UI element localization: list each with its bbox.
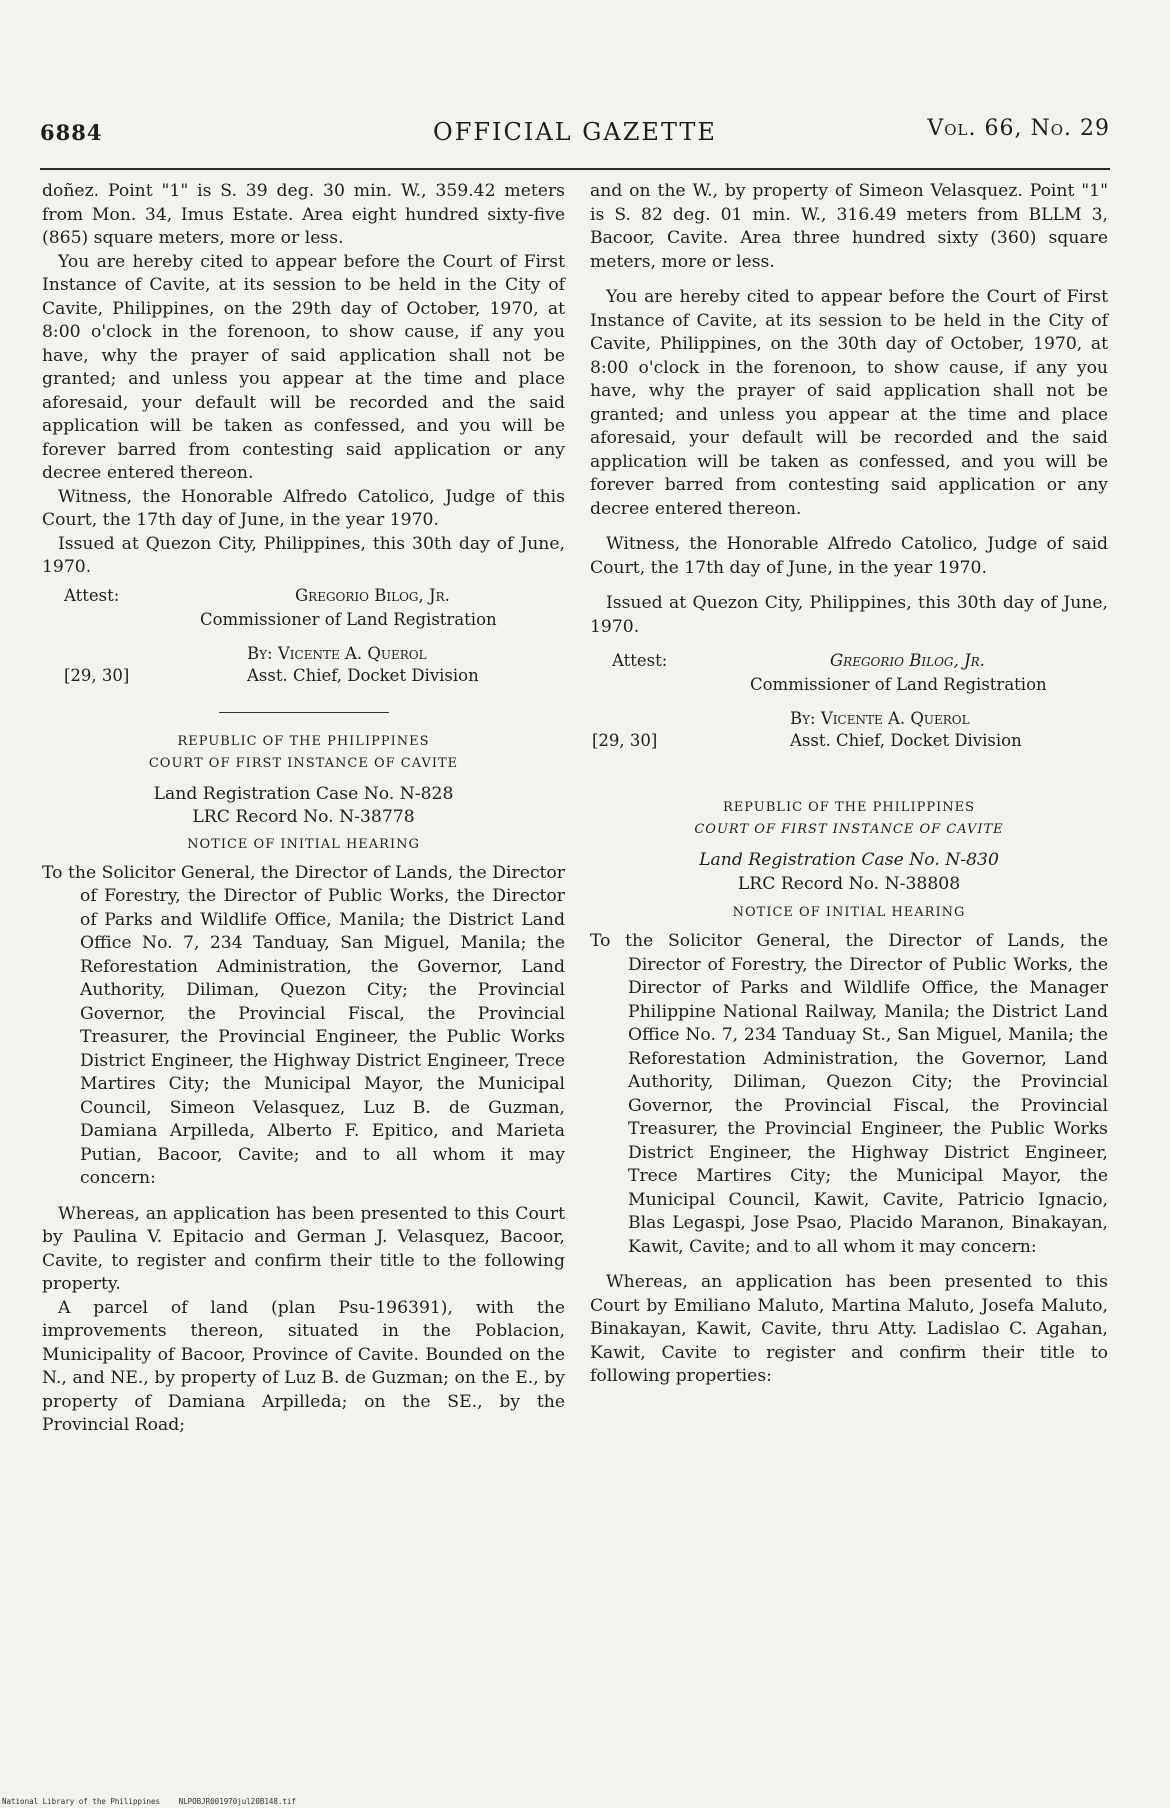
paragraph: Whereas, an application has been presented to this Court by Paulina V. Epitacio and German J. Velasquez, Bacoor, Cavite, to register and confirm their title to the following property. [42,1203,565,1294]
paragraph: You are hereby cited to appear before the Court of First Instance of Cavite, at its session to be held in the City of Cavite, Philippines, on the 29th day of October, 1970, at 8:00 o'clock in the forenoon, to show cause, if any you have, why the prayer of said application shall not be granted; and unless you appear at the time and place aforesaid, your default will be recorded and the said application will be taken as confessed, and you will be forever barred from contesting said application or any decree entered thereon. [42,251,565,483]
addressees: To the Solicitor General, the Director of Lands, the Director of Forestry, the Director of Public Works, the Director of Parks and Wildlife Office, the Manager Philippine National Railway, Manila; the District Land Office No. 7, 234 Tanduay St., San Miguel, Manila; the Reforestation Administration, the Governor, Land Authority, Diliman, Quezon City; the Provincial Governor, the Provincial Fiscal, the Provincial Treasurer, the Provincial Engineer, the Public Works District Engineer, the Highway District Engineer, Trece Martires City; the Municipal Mayor, the Municipal Council, Kawit, Cavite, Patricio Ignacio, Blas Legaspi, Jose Psao, Placido Maranon, Binakayan, Kawit, Cavite; and to all whom it may concern: [590,931,1108,1257]
notice-heading: NOTICE OF INITIAL HEARING [732,905,966,920]
record-number: LRC Record No. N-38778 [192,807,415,827]
republic-heading: REPUBLIC OF THE PHILIPPINES [723,800,975,815]
header-rule [40,168,1110,170]
page-number: 6884 [40,120,103,145]
by-title: Asst. Chief, Docket Division [790,731,1022,750]
notice-heading: NOTICE OF INITIAL HEARING [187,836,420,852]
signature-block [590,649,1108,673]
issue-ref: [29, 30] [592,731,658,750]
by-name: By: Vicente A. Querol [790,709,970,728]
paragraph: A parcel of land (plan Psu-196391), with the improvements thereon, situated in the Poblacion, Municipality of Bacoor, Province of Cavite. Bounded on the N., and NE., by property of Luz B. de Guzman; on the E., by property of Damiana Arpilleda; on the SE., by the Provincial Road; [42,1297,565,1435]
library-credit: National Library of the Philippines [2,1797,161,1806]
addressees: To the Solicitor General, the Director of Lands, the Director of Forestry, the Director of Public Works, the Director of Parks and Wildlife Office, Manila; the District Land Office No. 7, 234 Tanduay, San Miguel, Manila; the Reforestation Administration, the Governor, Land Authority, Diliman, Quezon City; the Provincial Governor, the Provincial Fiscal, the Provincial Treasurer, the Provincial Engineer, the Public Works District Engineer, the Highway District Engineer, Trece Martires City; the Municipal Mayor, the Municipal Council, Simeon Velasquez, Luz B. de Guzman, Damiana Arpilleda, Alberto F. Epitico, and Marieta Putian, Bacoor, Cavite; and to all whom it may concern: [42,862,565,1188]
by-row [590,707,1108,729]
paragraph: Issued at Quezon City, Philippines, this 30th day of June, 1970. [590,593,1108,637]
court-heading: COURT OF FIRST INSTANCE OF CAVITE [694,822,1004,837]
paragraph: Issued at Quezon City, Philippines, this 30th day of June, 1970. [42,533,565,577]
court-heading: COURT OF FIRST INSTANCE OF CAVITE [148,755,459,771]
attest-label: Attest: [64,585,120,605]
case-number: Land Registration Case No. N-828 [153,783,454,804]
signer-title: Commissioner of Land Registration [750,675,1047,694]
signer-name: Gregorio Bilog, Jr. [295,585,450,605]
page-header [40,112,1110,152]
republic-heading: REPUBLIC OF THE PHILIPPINES [177,733,430,749]
left-column [42,180,565,1438]
signer-title: Commissioner of Land Registration [200,609,497,629]
publication-title: OFFICIAL GAZETTE [433,118,717,146]
record-number: LRC Record No. N-38808 [737,873,961,894]
by-title-row [42,664,565,688]
issue-ref: [29, 30] [64,665,130,685]
signer-name: Gregorio Bilog, Jr. [830,651,985,670]
right-column [590,180,1108,1389]
paragraph: Witness, the Honorable Alfredo Catolico, Judge of this Court, the 17th day of June, in the year 1970. [42,486,565,530]
paragraph: Whereas, an application has been presented to this Court by Emiliano Maluto, Martina Maluto, Josefa Maluto, Binakayan, Kawit, Cavite, thru Atty. Ladislao C. Agahan, Kawit, Cavite to register and confirm their title to following properties: [590,1272,1108,1386]
volume-number: Vol. 66, No. 29 [927,116,1110,141]
signer-title-row [42,608,565,642]
scan-filename: NLPOBJR001970jul20B148.tif [178,1797,296,1806]
paragraph: Witness, the Honorable Alfredo Catolico, Judge of said Court, the 17th day of June, in the year 1970. [590,534,1108,578]
by-title: Asst. Chief, Docket Division [247,665,479,685]
scan-footer [2,1797,310,1806]
paragraph: and on the W., by property of Simeon Velasquez. Point "1" is S. 82 deg. 01 min. W., 316.49 meters from BLLM 3, Bacoor, Cavite. Area three hundred sixty (360) square meters, more or less. [590,181,1108,272]
attest-label: Attest: [612,651,668,670]
signer-title-row [590,673,1108,707]
by-row [42,642,565,664]
paragraph: doñez. Point "1" is S. 39 deg. 30 min. W., 359.42 meters from Mon. 34, Imus Estate. Area eight hundred sixty-five (865) square meters, more or less. [42,181,565,248]
by-title-row [590,729,1108,753]
section-divider [219,712,389,713]
by-name: By: Vicente A. Querol [247,643,427,663]
signature-block [42,584,565,608]
case-number: Land Registration Case No. N-830 [699,850,999,870]
paragraph: You are hereby cited to appear before the Court of First Instance of Cavite, at its session to be held in the City of Cavite, Philippines, on the 30th day of October, 1970, at 8:00 o'clock in the forenoon, to show cause, if any you have, why the prayer of said application shall not be granted; and unless you appear at the time and place aforesaid, your default will be recorded and the said application will be taken as confessed, and you will be forever barred from contesting said application or any decree entered thereon. [590,287,1108,519]
